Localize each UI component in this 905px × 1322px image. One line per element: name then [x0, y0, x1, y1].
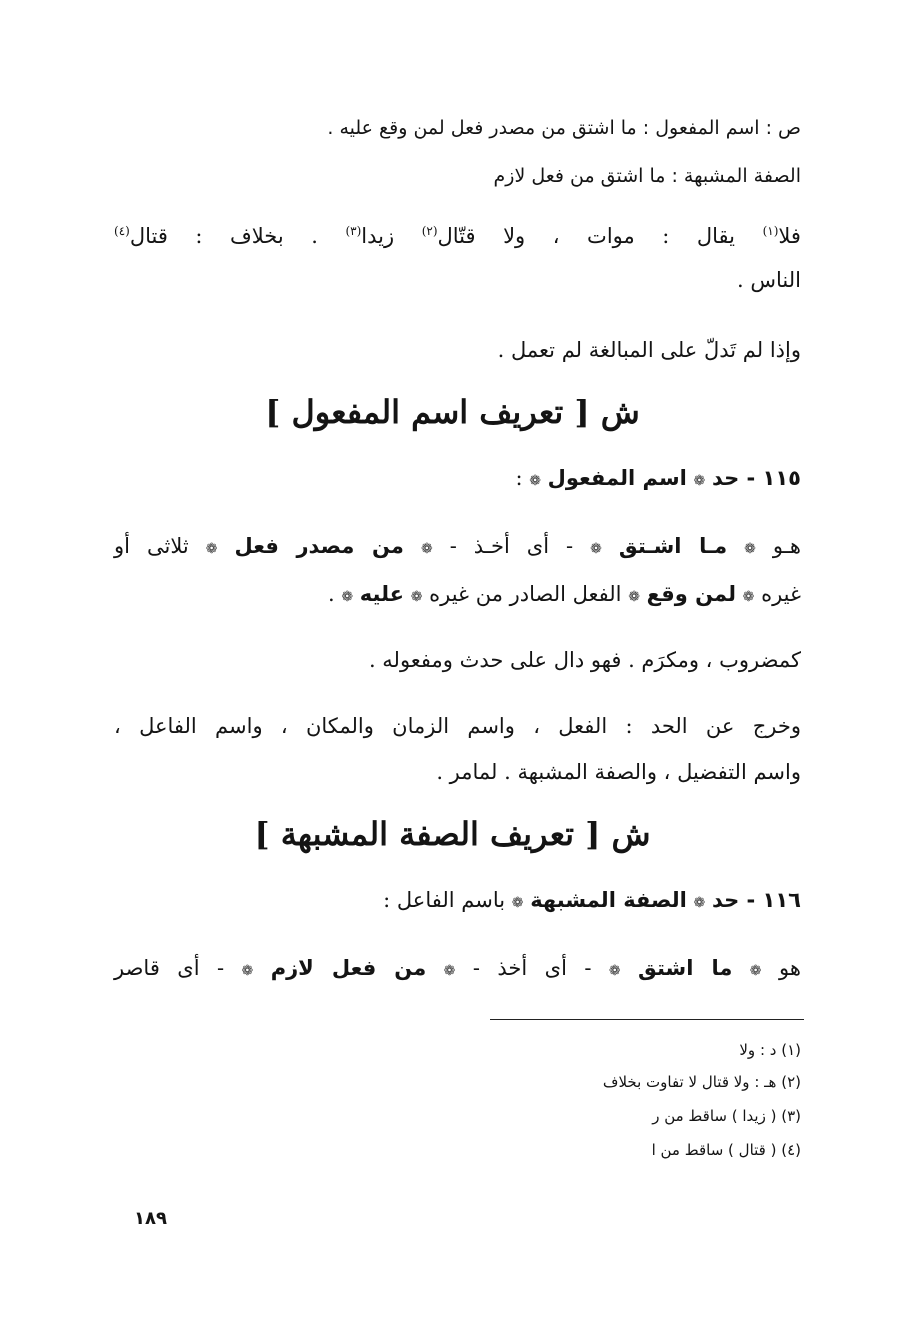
- footnote-divider: [490, 1019, 804, 1020]
- paragraph-6: [114, 952, 801, 987]
- ornament-icon: ❁: [744, 541, 756, 557]
- ornament-icon: ❁: [420, 541, 433, 557]
- text-fragment: زيدا: [361, 224, 395, 248]
- matn-line-2: الصفة المشبهة : ما اشتق من فعل لازم: [493, 165, 801, 187]
- text-fragment: باسم الفاعل :: [383, 888, 506, 912]
- text-fragment: هـو: [772, 534, 801, 558]
- text-fragment: - أى أخـذ -: [449, 534, 574, 558]
- footnote-ref-3: (٣): [345, 224, 362, 238]
- paragraph-4: كمضروب ، ومكرَم . فهو دال على حدث ومفعوله .: [368, 648, 801, 672]
- bold-term: من مصدر فعل: [234, 534, 404, 558]
- text-fragment: - أى قاصر: [114, 956, 225, 980]
- section-heading-1: ش [ تعريف اسم المفعول ]: [265, 393, 640, 431]
- ornament-icon: ❁: [749, 963, 762, 979]
- text-fragment: ثلاثى أو: [114, 534, 189, 558]
- paragraph-1-line-1: [114, 220, 801, 252]
- footnote-ref-1: (١): [762, 224, 779, 238]
- bold-term: ما اشتق: [638, 956, 733, 980]
- ornament-icon: ❁: [628, 589, 640, 605]
- defined-term: اسم المفعول: [547, 466, 687, 490]
- definition-number: ١١٥ - حد: [711, 466, 801, 490]
- ornament-icon: ❁: [742, 589, 755, 605]
- ornament-icon: ❁: [410, 589, 423, 605]
- page-number: ١٨٩: [134, 1208, 167, 1229]
- text-fragment: . بخلاف : قتال: [129, 224, 318, 248]
- text-fragment: فلا: [778, 224, 801, 248]
- definition-115: [114, 462, 801, 497]
- footnote-ref-2: (٢): [421, 224, 438, 238]
- definition-116: [114, 884, 801, 919]
- ornament-icon: ❁: [693, 895, 706, 911]
- bold-term: لمن وقع: [646, 582, 736, 606]
- text-fragment: غيره: [761, 582, 801, 606]
- text-fragment: هو: [778, 956, 801, 980]
- ornament-icon: ❁: [341, 589, 354, 605]
- text-fragment: :: [515, 466, 523, 490]
- section-heading-2: ش [ تعريف الصفة المشبهة ]: [254, 815, 651, 853]
- text-fragment: - أى أخذ -: [472, 956, 592, 980]
- paragraph-5-line-2: واسم التفضيل ، والصفة المشبهة . لمامر .: [436, 760, 801, 784]
- bold-term: من فعل لازم: [270, 956, 427, 980]
- paragraph-5-line-1: وخرج عن الحد : الفعل ، واسم الزمان والمكان ، واسم الفاعل ،: [114, 714, 801, 738]
- paragraph-3-line-1: [114, 530, 801, 565]
- text-fragment: .: [327, 582, 335, 606]
- defined-term: الصفة المشبهة: [530, 888, 687, 912]
- footnote-2: (٢) هـ : ولا قتال لا تفاوت بخلاف: [602, 1073, 801, 1091]
- matn-line-1: ص : اسم المفعول : ما اشتق من مصدر فعل لمن وقع عليه .: [327, 117, 801, 139]
- bold-term: عليه: [359, 582, 405, 606]
- paragraph-1-line-2: الناس .: [737, 268, 801, 292]
- footnote-4: (٤) ( قتال ) ساقط من ا: [651, 1141, 801, 1159]
- footnote-ref-4: (٤): [114, 224, 130, 238]
- ornament-icon: ❁: [529, 473, 541, 489]
- bold-term: مـا اشـتق: [618, 534, 728, 558]
- ornament-icon: ❁: [443, 963, 456, 979]
- ornament-icon: ❁: [241, 963, 254, 979]
- ornament-icon: ❁: [205, 541, 218, 557]
- ornament-icon: ❁: [590, 541, 602, 557]
- text-fragment: يقال : موات ، ولا قتّال: [437, 224, 736, 248]
- text-fragment: الفعل الصادر من غيره: [429, 582, 622, 606]
- paragraph-2: وإذا لم تَدلّ على المبالغة لم تعمل .: [497, 338, 801, 362]
- footnote-3: (٣) ( زيدا ) ساقط من ر: [652, 1107, 801, 1125]
- paragraph-3-line-2: [114, 578, 801, 613]
- ornament-icon: ❁: [511, 895, 524, 911]
- ornament-icon: ❁: [608, 963, 621, 979]
- ornament-icon: ❁: [693, 473, 706, 489]
- footnote-1: (١) د : ولا: [739, 1041, 801, 1059]
- definition-number: ١١٦ - حد: [711, 888, 801, 912]
